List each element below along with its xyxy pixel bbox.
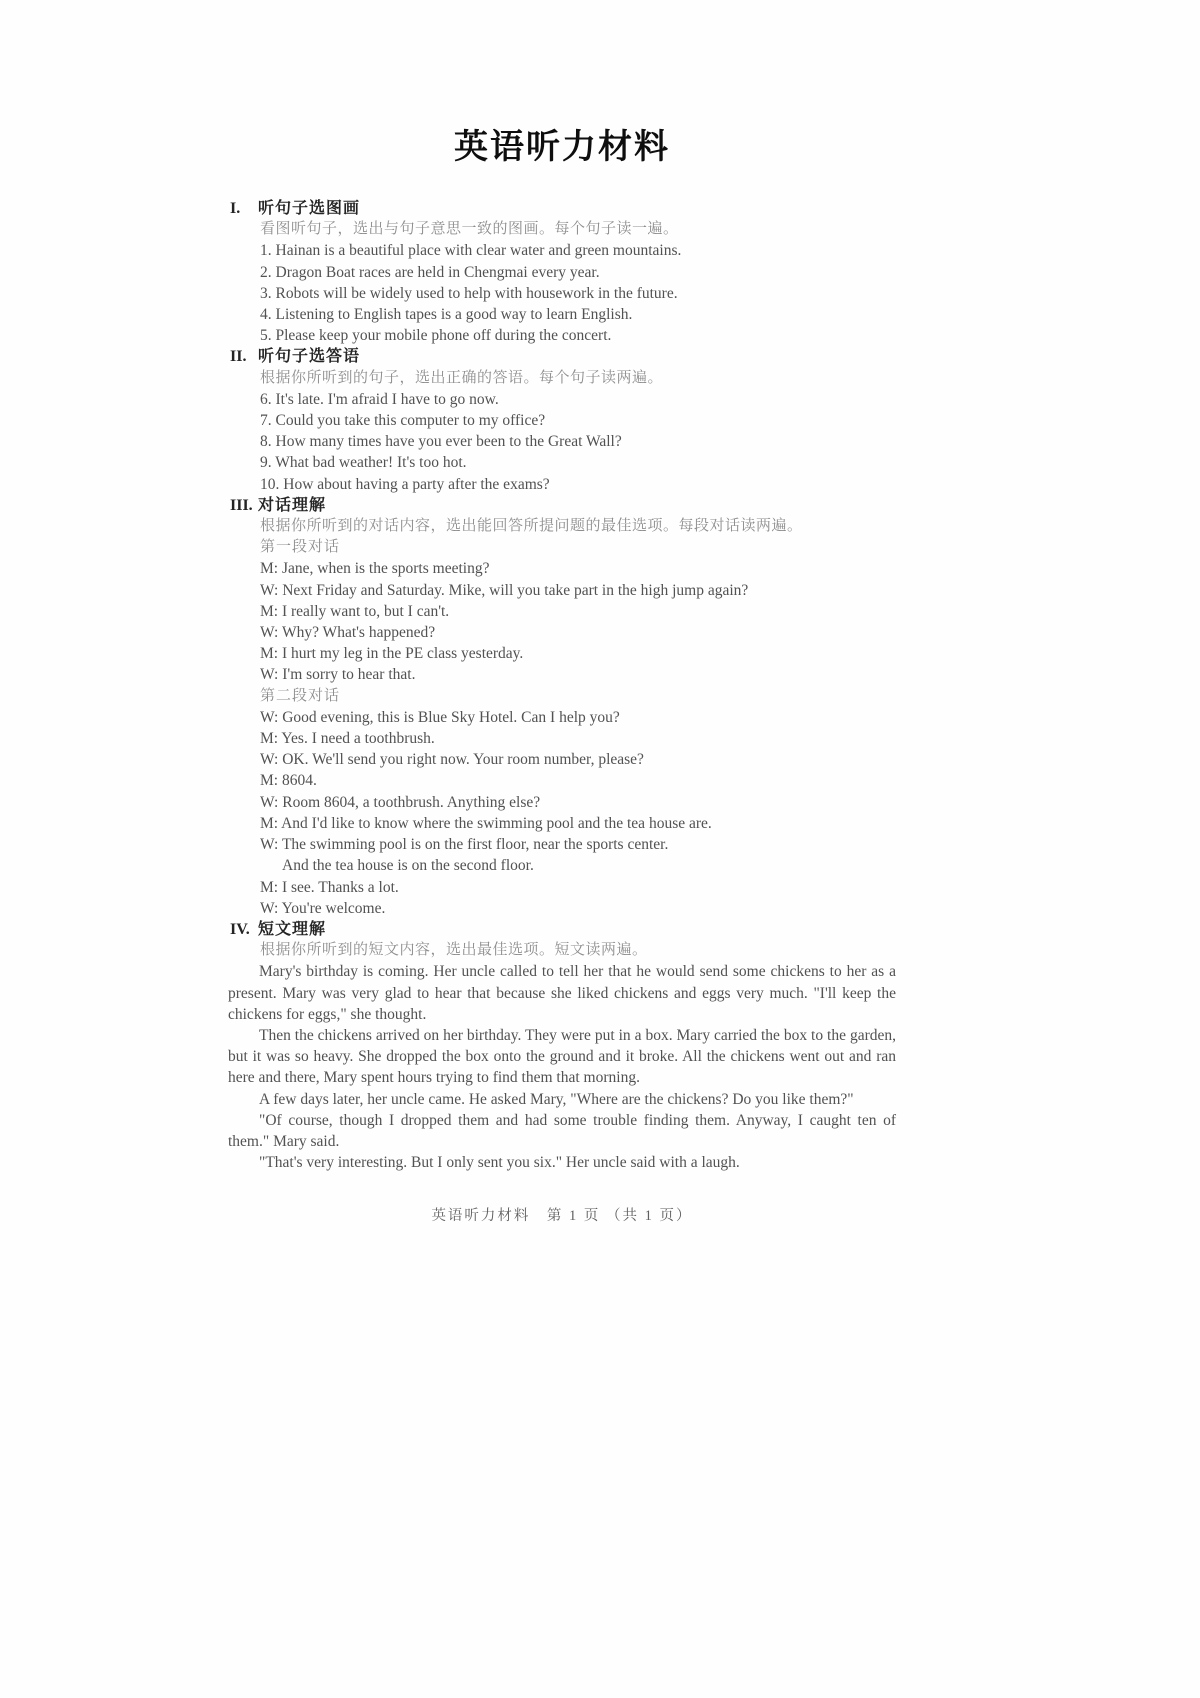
listening-item: 3. Robots will be widely used to help with housework in the future. [260,284,678,302]
section-passage-comprehension [228,919,896,1173]
dialogue-1-label: 第一段对话 [260,539,341,556]
section-4-title: 短文理解 [258,920,327,938]
section-3-instruction: 根据你所听到的对话内容，选出能回答所提问题的最佳选项。每段对话读两遍。 [260,518,803,535]
listening-item: 8. How many times have you ever been to the Great Wall? [260,433,622,451]
dialogue-line: M: I hurt my leg in the PE class yesterday. [260,645,524,663]
listening-item: 9. What bad weather! It's too hot. [260,454,467,472]
dialogue-line: W: Next Friday and Saturday. Mike, will you take part in the high jump again? [260,581,749,599]
section-2-heading [228,346,896,367]
dialogue-line: W: Good evening, this is Blue Sky Hotel. Can I help you? [260,708,620,726]
section-dialogue-comprehension [228,495,896,919]
section-4-heading [228,919,896,940]
section-listen-choose-picture [228,198,896,346]
listening-item: 5. Please keep your mobile phone off during the concert. [260,327,612,345]
section-2-title: 听句子选答语 [258,348,361,366]
section-listen-choose-response [228,346,896,494]
section-3-title: 对话理解 [258,496,327,514]
passage-paragraph: "That's very interesting. But I only sent you six." Her uncle said with a laugh. [259,1154,740,1172]
passage-paragraph: A few days later, her uncle came. He asked Mary, "Where are the chickens? Do you like them?" [259,1090,854,1108]
section-1-instruction: 看图听句子，选出与句子意思一致的图画。每个句子读一遍。 [260,221,679,238]
listening-item: 1. Hainan is a beautiful place with clear water and green mountains. [260,242,682,260]
listening-item: 2. Dragon Boat races are held in Chengmai every year. [260,263,600,281]
dialogue-line: M: Yes. I need a toothbrush. [260,730,435,748]
section-3-heading [228,495,896,516]
passage-paragraph: Mary's birthday is coming. Her uncle called to tell her that he would send some chickens to her as a present. Mary was very glad to hear that because she liked chickens and eggs very much. "I'll keep the chickens for eggs," she thought. [228,963,896,1023]
dialogue-line: W: You're welcome. [260,899,386,917]
section-2-numeral: II. [230,348,247,366]
listening-item: 6. It's late. I'm afraid I have to go now. [260,390,499,408]
section-1-numeral: I. [230,200,241,217]
listening-item: 7. Could you take this computer to my office? [260,412,546,430]
dialogue-line: W: OK. We'll send you right now. Your room number, please? [260,751,644,769]
listening-item: 10. How about having a party after the exams? [260,475,550,493]
page-title: 英语听力材料 [454,129,670,166]
dialogue-line: M: I see. Thanks a lot. [260,878,399,896]
dialogue-line: W: The swimming pool is on the first floor, near the sports center. [260,836,669,854]
passage-paragraph: "Of course, though I dropped them and had some trouble finding them. Anyway, I caught ten of them." Mary said. [228,1111,896,1150]
dialogue-line: W: I'm sorry to hear that. [260,666,416,684]
section-4-numeral: IV. [230,920,250,938]
page-footer: 英语听力材料 第 1 页 （共 1 页） [431,1208,693,1224]
dialogue-2-label: 第二段对话 [260,687,341,704]
listening-item: 4. Listening to English tapes is a good way to learn English. [260,306,633,324]
dialogue-line: M: And I'd like to know where the swimming pool and the tea house are. [260,814,712,832]
section-3-numeral: III. [230,496,253,514]
section-2-instruction: 根据你所听到的句子，选出正确的答语。每个句子读两遍。 [260,369,664,386]
document-content [228,128,896,1173]
dialogue-line-continuation: And the tea house is on the second floor. [282,857,534,875]
dialogue-line: W: Room 8604, a toothbrush. Anything else? [260,793,541,811]
passage-paragraph: Then the chickens arrived on her birthday. They were put in a box. Mary carried the box to the garden, but it was so heavy. She dropped the box onto the ground and it broke. All the chickens went out and ran here and there, Mary spent hours trying to find them that morning. [228,1026,896,1087]
section-1-heading [228,198,896,219]
dialogue-line: W: Why? What's happened? [260,624,436,642]
dialogue-line: M: Jane, when is the sports meeting? [260,560,490,578]
section-4-instruction: 根据你所听到的短文内容，选出最佳选项。短文读两遍。 [260,942,648,959]
dialogue-line: M: 8604. [260,772,317,790]
section-1-title: 听句子选图画 [258,200,361,217]
dialogue-line: M: I really want to, but I can't. [260,602,450,620]
